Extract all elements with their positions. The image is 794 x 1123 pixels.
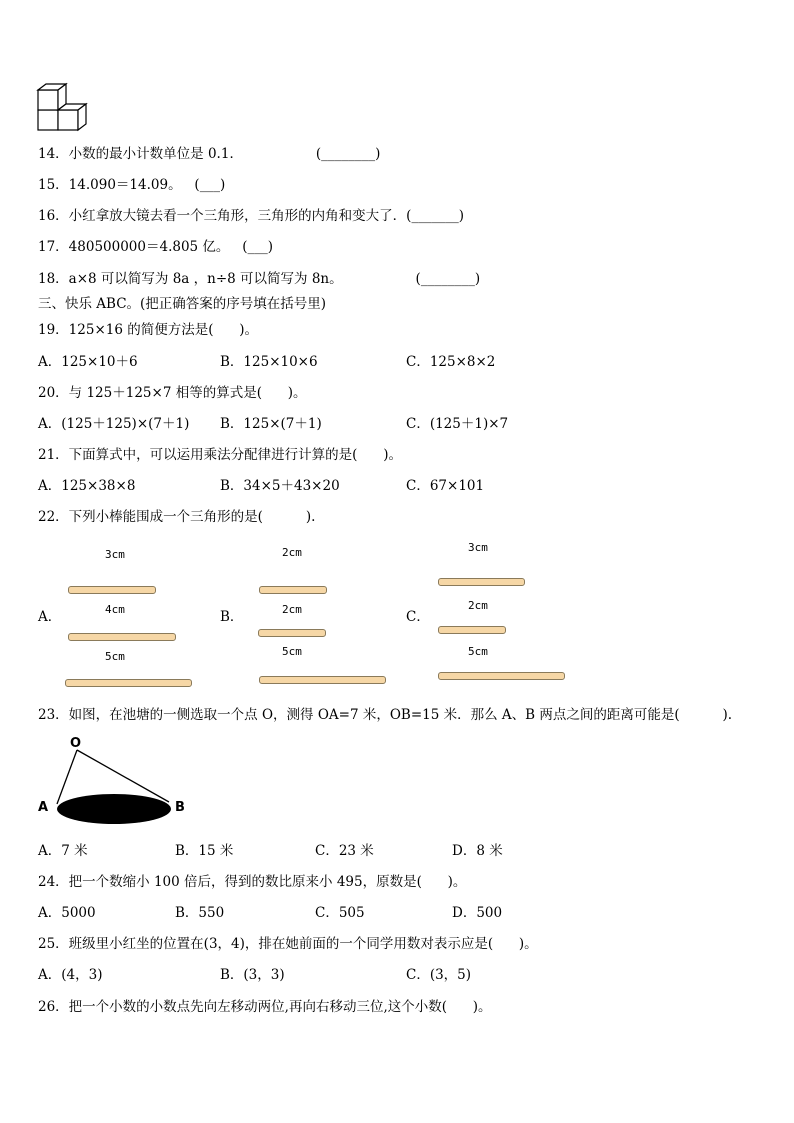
stick-label: 3cm xyxy=(105,548,125,561)
q21-option-a: A．125×38×8 xyxy=(38,478,136,494)
stick xyxy=(259,676,386,684)
stick-label: 2cm xyxy=(282,546,302,559)
stick xyxy=(68,586,156,594)
q20-option-c: C．(125＋1)×7 xyxy=(406,416,509,432)
q22-option-a-letter: A． xyxy=(38,609,62,625)
stick-label: 2cm xyxy=(282,603,302,616)
question-15: 15．14.090＝14.09。 (___) xyxy=(38,177,226,193)
question-22: 22．下列小棒能围成一个三角形的是( ). xyxy=(38,509,316,525)
stick xyxy=(438,578,525,586)
stick xyxy=(438,672,565,680)
q25-option-c: C．(3，5) xyxy=(406,967,472,983)
question-18: 18．a×8 可以简写为 8a ，n÷8 可以简写为 8n。 (________) xyxy=(38,271,481,287)
section-3-heading: 三、快乐 ABC。(把正确答案的序号填在括号里) xyxy=(38,296,327,312)
q25-option-a: A．(4，3) xyxy=(38,967,103,983)
question-14: 14．小数的最小计数单位是 0.1． (________) xyxy=(38,146,381,162)
stick-label: 5cm xyxy=(105,650,125,663)
q23-option-a: A．7 米 xyxy=(38,843,88,859)
q25-option-b: B．(3，3) xyxy=(220,967,285,983)
q23-option-d: D．8 米 xyxy=(452,843,503,859)
question-25: 25．班级里小红坐的位置在(3，4)，排在她前面的一个同学用数对表示应是( )。 xyxy=(38,936,538,952)
stick-label: 2cm xyxy=(468,599,488,612)
q20-option-a: A．(125＋125)×(7＋1) xyxy=(38,416,190,432)
q23-option-b: B．15 米 xyxy=(175,843,234,859)
question-16: 16．小红拿放大镜去看一个三角形，三角形的内角和变大了．(_______) xyxy=(38,208,464,224)
stick-label: 5cm xyxy=(468,645,488,658)
question-24: 24．把一个数缩小 100 倍后，得到的数比原来小 495，原数是( )。 xyxy=(38,874,467,890)
q20-option-b: B．125×(7＋1) xyxy=(220,416,322,432)
q24-option-c: C．505 xyxy=(315,905,365,921)
q22-option-c-letter: C． xyxy=(406,609,430,625)
q19-option-c: C．125×8×2 xyxy=(406,354,496,370)
stick xyxy=(259,586,327,594)
question-17: 17．480500000＝4.805 亿。 (___) xyxy=(38,239,274,255)
stick xyxy=(68,633,176,641)
point-b-label: B xyxy=(175,800,185,815)
q23-option-c: C．23 米 xyxy=(315,843,374,859)
question-23: 23．如图，在池塘的一侧选取一个点 O，测得 OA=7 米，OB=15 米．那么 A、B 两点之间的距离可能是( ). xyxy=(38,707,733,723)
question-20: 20．与 125＋125×7 相等的算式是( )。 xyxy=(38,385,307,401)
question-19: 19．125×16 的简便方法是( )。 xyxy=(38,322,259,338)
q21-option-c: C．67×101 xyxy=(406,478,485,494)
stick-label: 5cm xyxy=(282,645,302,658)
stick xyxy=(438,626,506,634)
point-a-label: A xyxy=(38,800,49,815)
q24-option-d: D．500 xyxy=(452,905,503,921)
question-26: 26．把一个小数的小数点先向左移动两位,再向右移动三位,这个小数( )。 xyxy=(38,999,492,1015)
stick-label: 4cm xyxy=(105,603,125,616)
stick xyxy=(65,679,192,687)
q19-option-a: A．125×10＋6 xyxy=(38,354,138,370)
stick-label: 3cm xyxy=(468,541,488,554)
q19-option-b: B．125×10×6 xyxy=(220,354,318,370)
q24-option-a: A．5000 xyxy=(38,905,96,921)
q24-option-b: B．550 xyxy=(175,905,225,921)
q21-option-b: B．34×5＋43×20 xyxy=(220,478,340,494)
q22-option-b-letter: B． xyxy=(220,609,244,625)
point-o-label: O xyxy=(70,736,82,751)
stick xyxy=(258,629,326,637)
question-21: 21．下面算式中，可以运用乘法分配律进行计算的是( )。 xyxy=(38,447,402,463)
pond-figure xyxy=(36,736,196,828)
cube-stack-figure xyxy=(36,82,88,132)
